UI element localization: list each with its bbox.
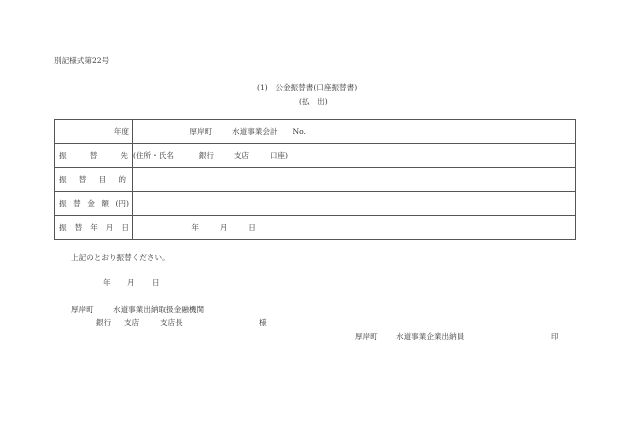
row-value-transfer-date — [133, 216, 576, 240]
row-label-purpose: 振 替 目 的 — [55, 168, 133, 192]
addressee-bank: 銀行 — [96, 318, 112, 327]
addressee-honorific: 様 — [259, 318, 267, 327]
signer-town: 厚岸町 — [355, 332, 378, 341]
row-value-amount — [133, 192, 576, 216]
row-value-fiscal-year — [133, 120, 576, 144]
account-name: 水道事業会計 — [232, 126, 278, 136]
table-row — [55, 168, 576, 192]
row-value-transfer-to — [133, 144, 576, 168]
account-label: 口座) — [269, 150, 288, 160]
form-number: 別記様式第22号 — [54, 56, 110, 65]
seal-mark: 印 — [551, 332, 559, 341]
table-row — [55, 192, 576, 216]
date-day: 日 — [248, 222, 256, 232]
addressee-branch: 支店 — [124, 318, 140, 327]
table-row — [55, 216, 576, 240]
addressee-town: 厚岸町 — [71, 305, 94, 314]
row-label-transfer-to: 振 替 先 — [55, 144, 133, 168]
table-row — [55, 120, 576, 144]
bank-label: 銀行 — [198, 150, 214, 160]
row-label-amount: 振 替 金 額 (円) — [55, 192, 133, 216]
form-title: (1) 公金振替書(口座振替書) — [257, 83, 358, 92]
transfer-form-table — [54, 119, 576, 240]
town-name: 厚岸町 — [189, 126, 213, 136]
addressee-manager: 支店長 — [160, 318, 183, 327]
branch-label: 支店 — [233, 150, 249, 160]
row-value-purpose — [133, 168, 576, 192]
row-label-transfer-date: 振 替 年 月 日 — [55, 216, 133, 240]
signer-title: 水道事業企業出納員 — [396, 332, 465, 341]
addressee-organization: 水道事業出納取扱金融機関 — [113, 305, 205, 314]
date-year: 年 — [191, 222, 200, 232]
date-month-label: 月 — [127, 278, 135, 287]
form-subtitle: (払 出) — [299, 97, 328, 106]
date-month: 月 — [219, 222, 228, 232]
table-row — [55, 144, 576, 168]
date-day-label: 日 — [152, 278, 160, 287]
number-label: No. — [292, 126, 306, 136]
date-year-label: 年 — [103, 278, 111, 287]
instruction-text: 上記のとおり振替ください。 — [71, 253, 170, 262]
row-label-fiscal-year: 年度 — [55, 120, 133, 144]
address-name-label: (住所・氏名 — [133, 150, 174, 160]
